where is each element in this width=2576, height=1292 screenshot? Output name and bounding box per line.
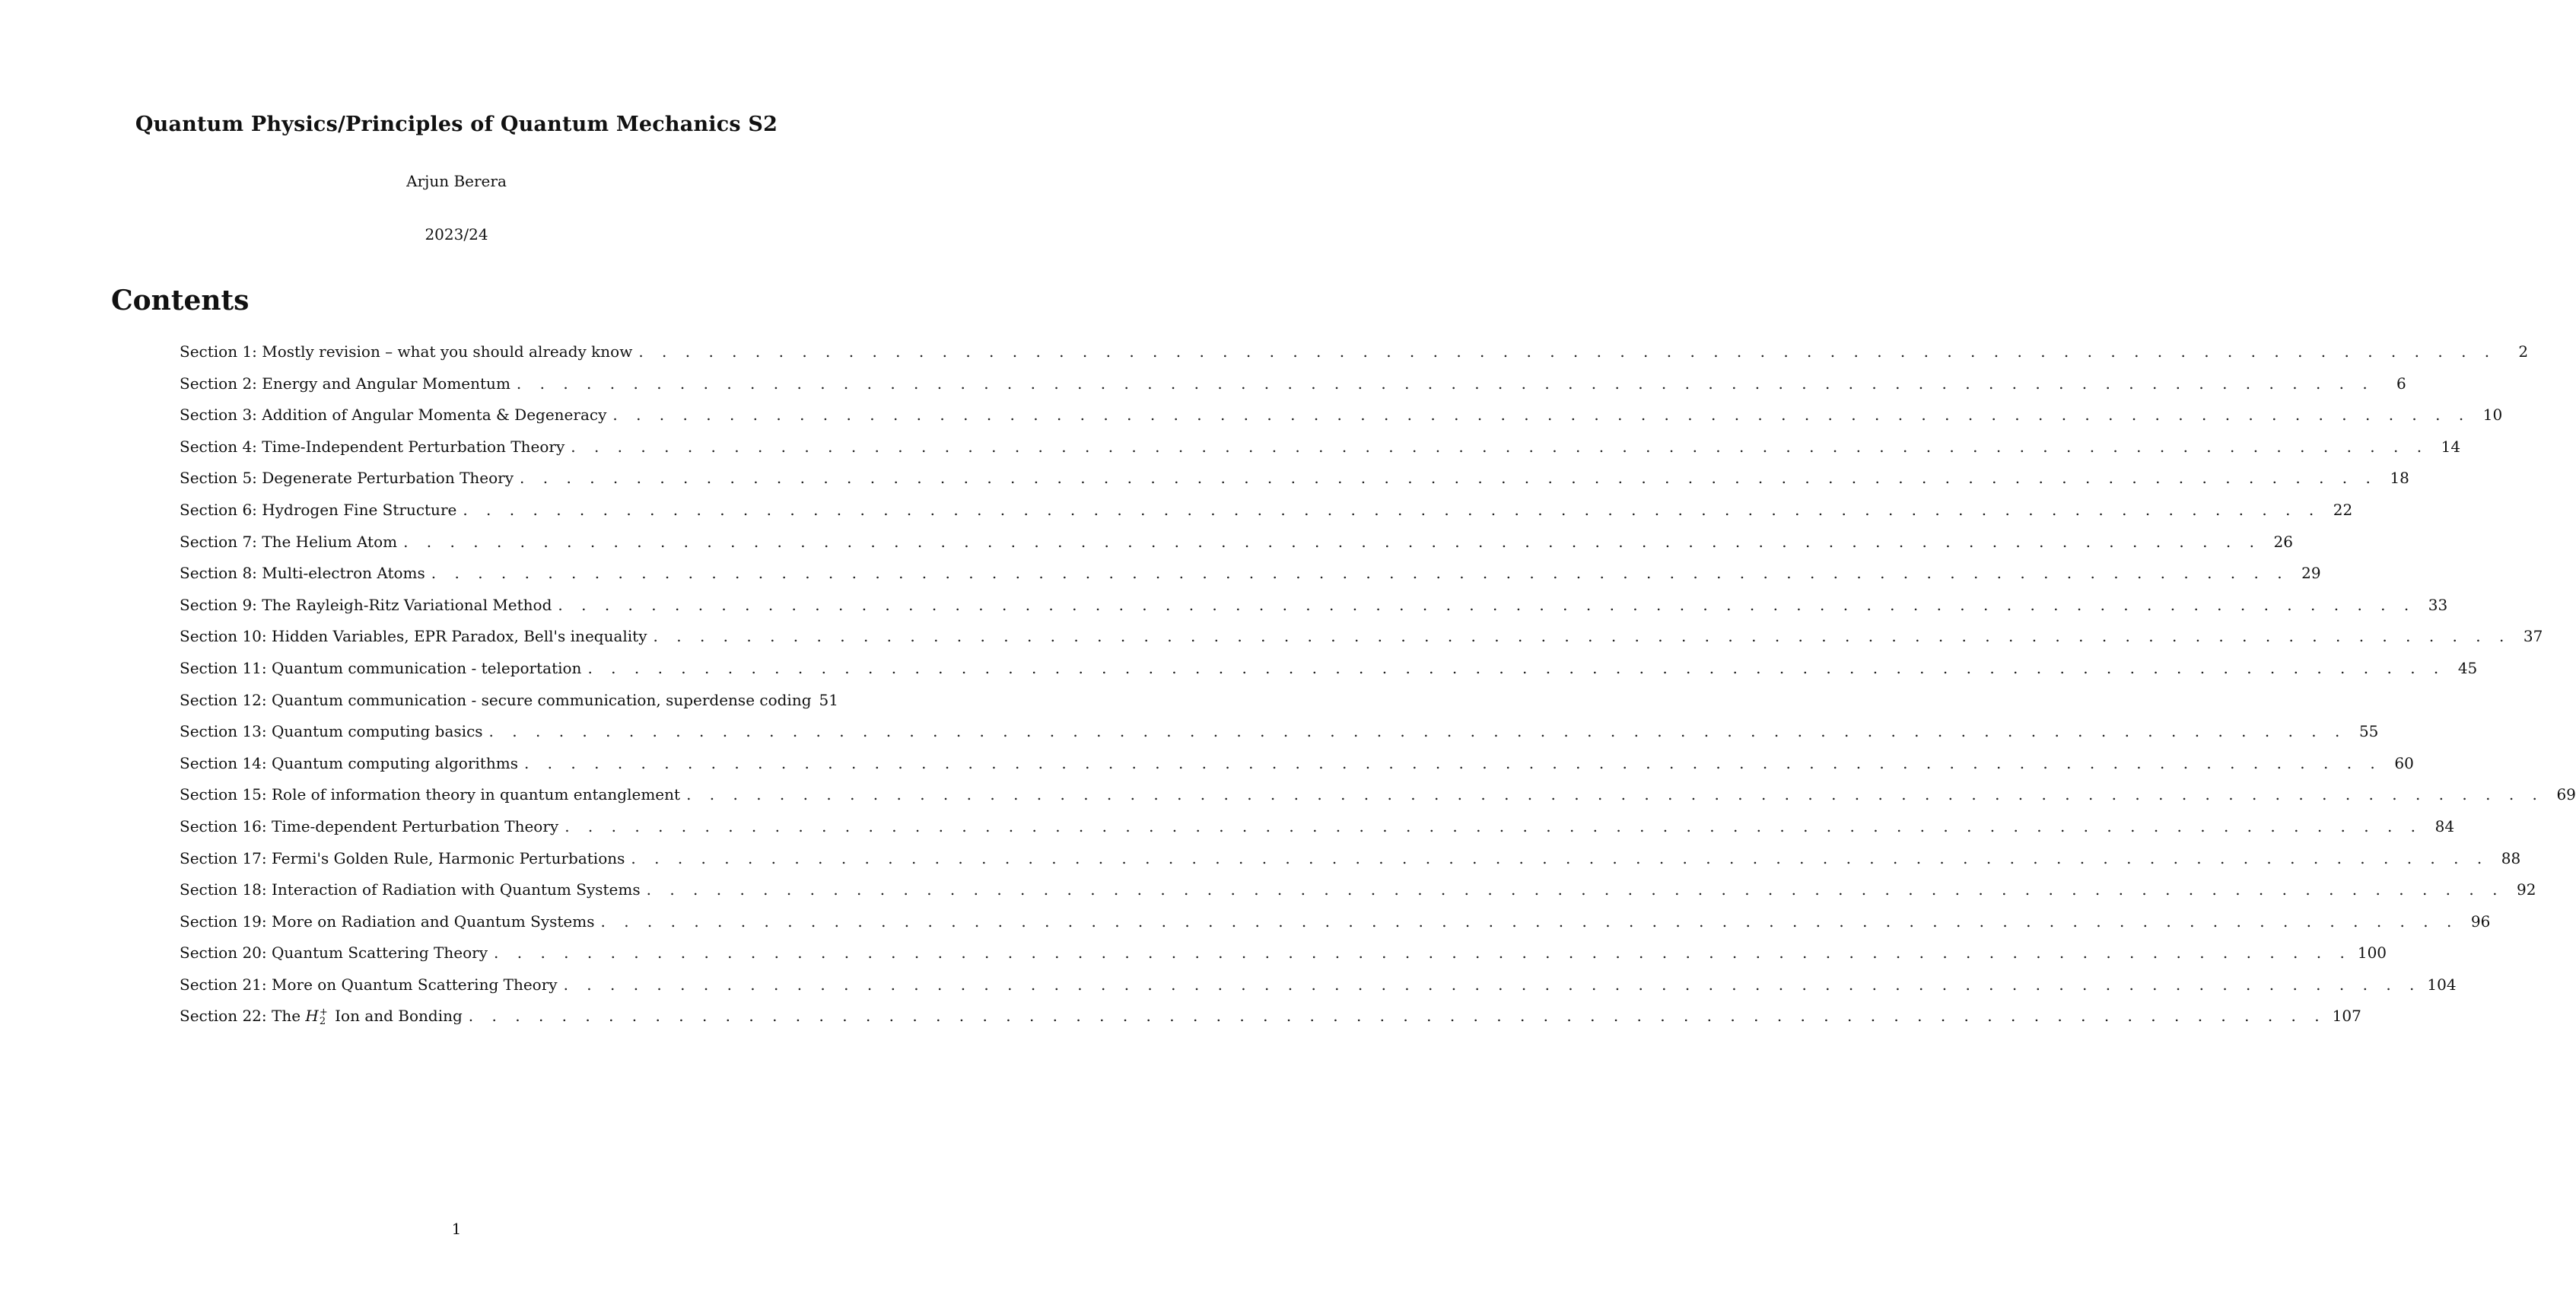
- dot-leader: . . . . . . . . . . . . . . . . . . . . . . . . . . . . . . . . . . . . . . . . . . . . . . . . . . . . . . . . . . . . . . . . . . . . . . . . . . . . . . . .: [523, 753, 2382, 772]
- toc-entry-title: Section 19: More on Radiation and Quantum Systems: [180, 912, 595, 931]
- toc-entry-page: 2: [2518, 342, 2529, 361]
- toc-entry-page: 96: [2470, 912, 2491, 931]
- toc-entry-page: 37: [2523, 627, 2543, 646]
- dot-leader: . . . . . . . . . . . . . . . . . . . . . . . . . . . . . . . . . . . . . . . . . . . . . . . . . . . . . . . . . . . . . . . . . . . . . . . . . . . . . . . .: [403, 532, 2261, 551]
- math-base: H: [305, 1007, 319, 1026]
- table-of-contents: [180, 342, 2576, 1039]
- toc-entry-page: 51: [819, 690, 838, 709]
- toc-entry-title: Section 2: Energy and Angular Momentum: [180, 374, 510, 393]
- dot-leader: . . . . . . . . . . . . . . . . . . . . . . . . . . . . . . . . . . . . . . . . . . . . . . . . . . . . . . . . . . . . . . . . . . . . . . . . . . . . . . . .: [646, 880, 2504, 899]
- dot-leader: . . . . . . . . . . . . . . . . . . . . . . . . . . . . . . . . . . . . . . . . . . . . . . . . . . . . . . . . . . . . . . . . . . . . . . . . . . . . . . . .: [587, 658, 2446, 677]
- toc-entry-page: 104: [2427, 975, 2457, 994]
- dot-leader: . . . . . . . . . . . . . . . . . . . . . . . . . . . . . . . . . . . . . . . . . . . . . . . . . . . . . . . . . . . . . . . . . . . . . . . . . . . . . . . .: [600, 912, 2459, 931]
- dot-leader: . . . . . . . . . . . . . . . . . . . . . . . . . . . . . . . . . . . . . . . . . . . . . . . . . . . . . . . . . . . . . . . . . . . . . . . . . . . . . . . .: [431, 564, 2289, 583]
- author-name: Arjun Berera: [406, 172, 507, 190]
- toc-entry-page: 60: [2394, 753, 2414, 772]
- toc-entry-title-suffix: Ion and Bonding: [329, 1007, 463, 1026]
- toc-entry[interactable]: [180, 406, 2503, 438]
- toc-entry-page: 14: [2441, 437, 2461, 456]
- toc-entry-title: Section 13: Quantum computing basics: [180, 722, 483, 741]
- dot-leader: . . . . . . . . . . . . . . . . . . . . . . . . . . . . . . . . . . . . . . . . . . . . . . . . . . . . . . . . . . . . . . . . . . . . . . . . . . . . . . . .: [612, 406, 2471, 425]
- dot-leader: . . . . . . . . . . . . . . . . . . . . . . . . . . . . . . . . . . . . . . . . . . . . . . . . . . . . . . . . . . . . . . . . . . . . . . . . . . . . . . . .: [571, 437, 2429, 456]
- toc-entry[interactable]: [180, 848, 2521, 881]
- toc-entry-title: Section 20: Quantum Scattering Theory: [180, 944, 488, 963]
- dot-leader: . . . . . . . . . . . . . . . . . . . . . . . . . . . . . . . . . . . . . . . . . . . . . . . . . . . . . . . . . . . . . . . . . . . . . . . . . . . . . . . .: [516, 374, 2374, 393]
- toc-entry-title: Section 1: Mostly revision – what you should already know: [180, 342, 633, 361]
- dot-leader: . . . . . . . . . . . . . . . . . . . . . . . . . . . . . . . . . . . . . . . . . . . . . . . . . . . . . . . . . . . . . . . . . . . . . . . . . . . . . . . .: [631, 848, 2489, 867]
- toc-entry-title: Section 5: Degenerate Perturbation Theory: [180, 469, 514, 488]
- academic-year: 2023/24: [425, 225, 488, 243]
- toc-entry[interactable]: [180, 753, 2414, 786]
- toc-entry-title: [180, 1007, 463, 1026]
- toc-entry[interactable]: [180, 564, 2321, 596]
- toc-entry[interactable]: [180, 912, 2491, 944]
- toc-entry[interactable]: [180, 880, 2536, 912]
- h2-plus-math: [305, 1007, 329, 1025]
- toc-entry[interactable]: [180, 532, 2293, 565]
- toc-entry-title: Section 3: Addition of Angular Momenta & Degeneracy: [180, 406, 607, 425]
- toc-entry[interactable]: [180, 944, 2387, 975]
- dot-leader: . . . . . . . . . . . . . . . . . . . . . . . . . . . . . . . . . . . . . . . . . . . . . . . . . . . . . . . . . . . . . . . . . . . . . . . . . . . . . . . .: [564, 816, 2423, 835]
- toc-entry-page: 33: [2428, 595, 2448, 614]
- toc-entry-title: Section 9: The Rayleigh-Ritz Variational Method: [180, 595, 552, 614]
- toc-entry-title: Section 18: Interaction of Radiation with Quantum Systems: [180, 880, 641, 899]
- math-superscript: +: [319, 1006, 328, 1018]
- dot-leader: . . . . . . . . . . . . . . . . . . . . . . . . . . . . . . . . . . . . . . . . . . . . . . . . . . . . . . . . . . . . . . . . . . . . . . . . . . . . . . . .: [463, 500, 2321, 519]
- toc-entry-page: 107: [2332, 1007, 2361, 1026]
- toc-entry[interactable]: [180, 785, 2576, 817]
- math-subscript: 2: [319, 1015, 326, 1027]
- dot-leader: . . . . . . . . . . . . . . . . . . . . . . . . . . . . . . . . . . . . . . . . . . . . . . . . . . . . . . . . . . . . . . . . . . . . . . . . . . . . . . . .: [558, 595, 2416, 614]
- toc-entry[interactable]: [180, 595, 2448, 628]
- toc-entry[interactable]: [180, 469, 2409, 501]
- toc-entry[interactable]: [180, 627, 2543, 659]
- toc-entry[interactable]: [180, 975, 2457, 1007]
- toc-entry-title: Section 8: Multi-electron Atoms: [180, 564, 425, 583]
- toc-entry-title-prefix: Section 22: The: [180, 1007, 306, 1026]
- toc-entry-page: 18: [2390, 469, 2409, 488]
- toc-entry-title: Section 7: The Helium Atom: [180, 532, 398, 551]
- toc-entry-page: 22: [2333, 500, 2353, 519]
- toc-entry[interactable]: [180, 722, 2379, 754]
- toc-entry[interactable]: [180, 1006, 2361, 1039]
- dot-leader: . . . . . . . . . . . . . . . . . . . . . . . . . . . . . . . . . . . . . . . . . . . . . . . . . . . . . . . . . . . . . . . . . . . . . . . . . . . . . . . .: [520, 469, 2377, 488]
- toc-entry-title: Section 17: Fermi's Golden Rule, Harmonic Perturbations: [180, 848, 625, 867]
- contents-heading: Contents: [111, 285, 250, 317]
- toc-entry-page: 55: [2358, 722, 2379, 741]
- toc-entry-title: Section 12: Quantum communication - secure communication, superdense coding: [180, 690, 812, 709]
- toc-entry-title: Section 15: Role of information theory in quantum entanglement: [180, 785, 681, 804]
- dot-leader: . . . . . . . . . . . . . . . . . . . . . . . . . . . . . . . . . . . . . . . . . . . . . . . . . . . . . . . . . . . . . . . . . . . . . . . . . . . . . . . .: [563, 975, 2422, 994]
- toc-entry-title: Section 16: Time-dependent Perturbation Theory: [180, 816, 559, 835]
- dot-leader: . . . . . . . . . . . . . . . . . . . . . . . . . . . . . . . . . . . . . . . . . . . . . . . . . . . . . . . . . . . . . . . . . . . . . . . . . . . . . . . .: [653, 627, 2511, 646]
- toc-entry[interactable]: [180, 816, 2455, 849]
- toc-entry[interactable]: [180, 500, 2353, 533]
- toc-entry-title: Section 21: More on Quantum Scattering Theory: [180, 975, 558, 994]
- toc-entry[interactable]: [180, 437, 2461, 469]
- dot-leader: . . . . . . . . . . . . . . . . . . . . . . . . . . . . . . . . . . . . . . . . . . . . . . . . . . . . . . . . . . . . . . . . . . . . . . . . . . . . . . . .: [488, 722, 2347, 741]
- toc-entry-page: 92: [2517, 880, 2536, 899]
- toc-entry-title: Section 10: Hidden Variables, EPR Paradox, Bell's inequality: [180, 627, 647, 646]
- toc-entry-page: 69: [2556, 785, 2576, 804]
- toc-entry-page: 10: [2482, 406, 2503, 425]
- toc-entry-page: 6: [2396, 374, 2406, 393]
- toc-entry-title: Section 4: Time-Independent Perturbation Theory: [180, 437, 565, 456]
- dot-leader: . . . . . . . . . . . . . . . . . . . . . . . . . . . . . . . . . . . . . . . . . . . . . . . . . . . . . . . . . . . . . . . . . . . . . . . . . . . . . . . .: [468, 1007, 2326, 1026]
- toc-entry-page: 84: [2434, 816, 2455, 835]
- toc-entry-page: 29: [2301, 564, 2321, 583]
- dot-leader: . . . . . . . . . . . . . . . . . . . . . . . . . . . . . . . . . . . . . . . . . . . . . . . . . . . . . . . . . . . . . . . . . . . . . . . . . . . . . . . .: [638, 342, 2497, 361]
- toc-entry-title: Section 14: Quantum computing algorithms: [180, 753, 518, 772]
- toc-entry-page: 100: [2357, 944, 2387, 963]
- toc-entry-page: 45: [2457, 658, 2478, 677]
- toc-entry-page: 26: [2273, 532, 2293, 551]
- toc-entry[interactable]: [180, 691, 853, 723]
- toc-entry[interactable]: [180, 374, 2406, 406]
- dot-leader: . . . . . . . . . . . . . . . . . . . . . . . . . . . . . . . . . . . . . . . . . . . . . . . . . . . . . . . . . . . . . . . . . . . . . . . . . . . . . . . .: [686, 785, 2544, 804]
- toc-entry-title: Section 6: Hydrogen Fine Structure: [180, 500, 457, 519]
- document-title: Quantum Physics/Principles of Quantum Mechanics S2: [135, 113, 778, 136]
- toc-entry[interactable]: [180, 658, 2478, 691]
- page-number: 1: [451, 1220, 462, 1238]
- toc-entry[interactable]: [180, 342, 2529, 374]
- dot-leader: . . . . . . . . . . . . . . . . . . . . . . . . . . . . . . . . . . . . . . . . . . . . . . . . . . . . . . . . . . . . . . . . . . . . . . . . . . . . . . . .: [494, 944, 2352, 963]
- toc-entry-page: 88: [2501, 848, 2521, 867]
- toc-entry-title: Section 11: Quantum communication - teleportation: [180, 658, 582, 677]
